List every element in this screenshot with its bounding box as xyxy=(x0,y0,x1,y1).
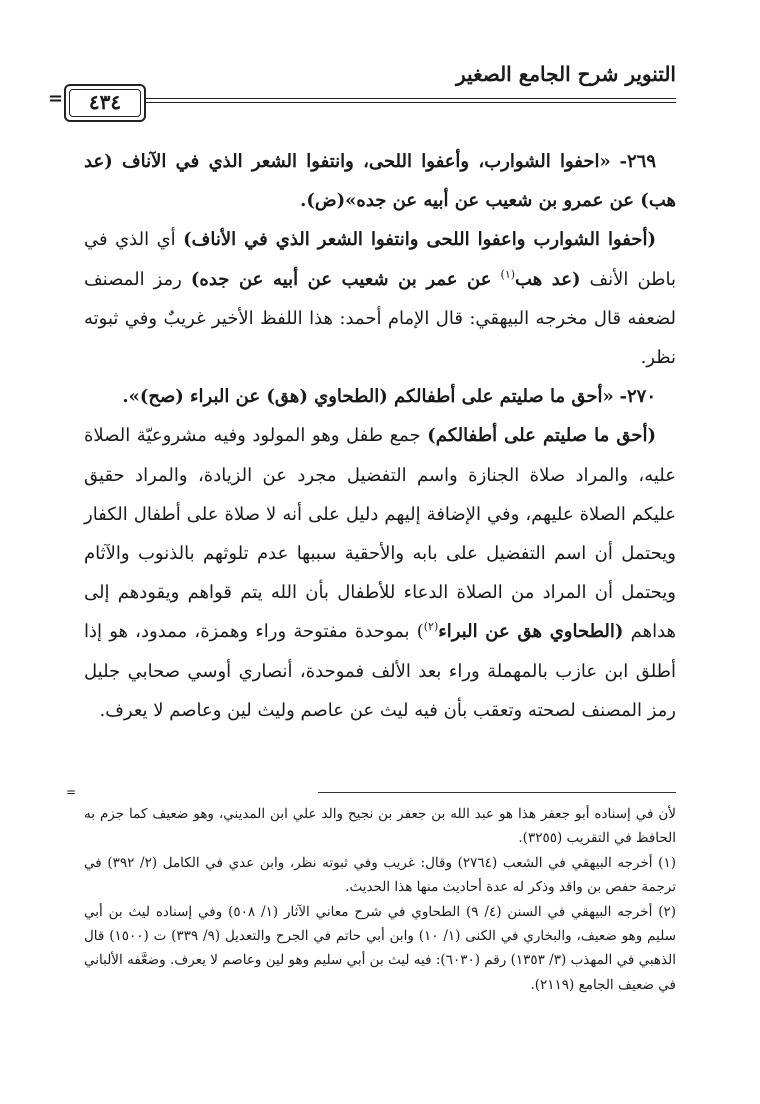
commentary-270-quote: (أحق ما صليتم على أطفالكم) xyxy=(427,425,656,447)
footnote-ref-1[interactable]: (١) xyxy=(500,267,516,281)
footnote-separator xyxy=(318,792,676,793)
hadith-269-number: ٢٦٩- xyxy=(619,151,656,172)
commentary-270-text-2: ) بموحدة مفتوحة وراء وهمزة، ممدود، هو إذا أطلق ابن عازب بالمهملة وراء بعد الألف فموحدة، أنصاري أوسي صحابي جليل رمز المصنف لصحته وتعقب بأن فيه ليث عن عاصم وليث لين وعاصم لا يعرف. xyxy=(84,621,676,721)
page-number-box xyxy=(64,84,146,122)
hadith-270-number: ٢٧٠- xyxy=(619,386,656,408)
commentary-269-quote-3: عن عمر بن شعيب عن أبيه عن جده) xyxy=(190,268,492,290)
hadith-269-text: «احفوا الشوارب، وأعفوا اللحى، وانتفوا الشعر الذي في الآناف (عد هب) عن عمرو بن شعيب عن أبيه عن جده»(ض). xyxy=(84,151,676,212)
hadith-270 xyxy=(84,377,676,416)
footnote-1: (١) أخرجه البيهقي في الشعب (٢٧٦٤) وقال: غريب وفي ثبوته نظر، وابن عدي في الكامل (٢/ ٣٩٢) في ترجمة حفص بن واقد وذكر له عدة أحاديث منها هذا الحديث. xyxy=(84,854,676,896)
commentary-270-text-1: جمع طفل وهو المولود وفيه مشروعيّة الصلاة عليه، والمراد صلاة الجنازة واسم التفضيل مجرد عن الزيادة، والمراد حقيق عليكم الصلاة عليهم، وفي الإضافة إليهم دليل على أنه لا صلاة على أطفال الكفار ويحتمل أن اسم التفضيل على بابه والأحقية سببها عدم تلوثهم بالذنوب والآثام ويحتمل أن المراد من الصلاة الدعاء للأطفال بأن الله يتم قواهم ويقودهم إلى هداهم xyxy=(84,425,677,643)
footnote-continuation-marker: = xyxy=(66,785,77,799)
commentary-270-quote-2: (الطحاوي هق عن البراء xyxy=(438,621,624,643)
commentary-269-quote-2: (عد هب xyxy=(515,268,581,290)
hadith-270-text: «أحق ما صليتم على أطفالكم (الطحاوي (هق) عن البراء (صح)». xyxy=(122,386,614,408)
page-number: ٤٣٤ xyxy=(88,90,122,114)
running-title: التنوير شرح الجامع الصغير xyxy=(456,62,676,86)
footnote-2: (٢) أخرجه البيهقي في السنن (٤/ ٩) الطحاوي في شرح معاني الآثار (١/ ٥٠٨) وفي إسناده ليث بن أبي سليم وهو ضعيف، والبخاري في الكنى (١/ ١٠) وابن أبي حاتم في الجرح والتعديل (٩/ ٣٣٩) ت (١٥٠٠) قال الذهبي في المهذب (٣/ ١٣٥٣) رقم (٦٠٣٠): فيه ليث بن أبي سليم وهو لين وعاصم لا يعرف. وضعَّفه الألباني في ضعيف الجامع (٢١١٩). xyxy=(84,903,677,993)
commentary-269 xyxy=(84,220,676,377)
commentary-270 xyxy=(84,416,676,730)
page-continuation-marker: = xyxy=(48,88,64,109)
main-text xyxy=(84,142,676,730)
footnotes xyxy=(84,802,676,997)
hadith-269 xyxy=(84,142,676,220)
commentary-269-text-2: رمز المصنف لضعفه قال مخرجه البيهقي: قال الإمام أحمد: هذا اللفظ الأخير غريبٌ وفي ثبوته نظر. xyxy=(84,268,676,369)
footnote-ref-2[interactable]: (٢) xyxy=(423,620,439,634)
commentary-269-text-1: أي الذي في باطن الأنف xyxy=(84,229,676,290)
header-rule xyxy=(90,98,676,103)
commentary-269-quote: (أحفوا الشوارب واعفوا اللحى وانتفوا الشعر الذي في الأناف) xyxy=(183,229,656,251)
footnote-continuation: لأن في إسناده أبو جعفر هذا هو عبد الله بن جعفر بن نجيح والد علي ابن المديني، وهو ضعيف كما جزم به الحافظ في التقريب (٣٢٥٥). xyxy=(84,806,676,847)
